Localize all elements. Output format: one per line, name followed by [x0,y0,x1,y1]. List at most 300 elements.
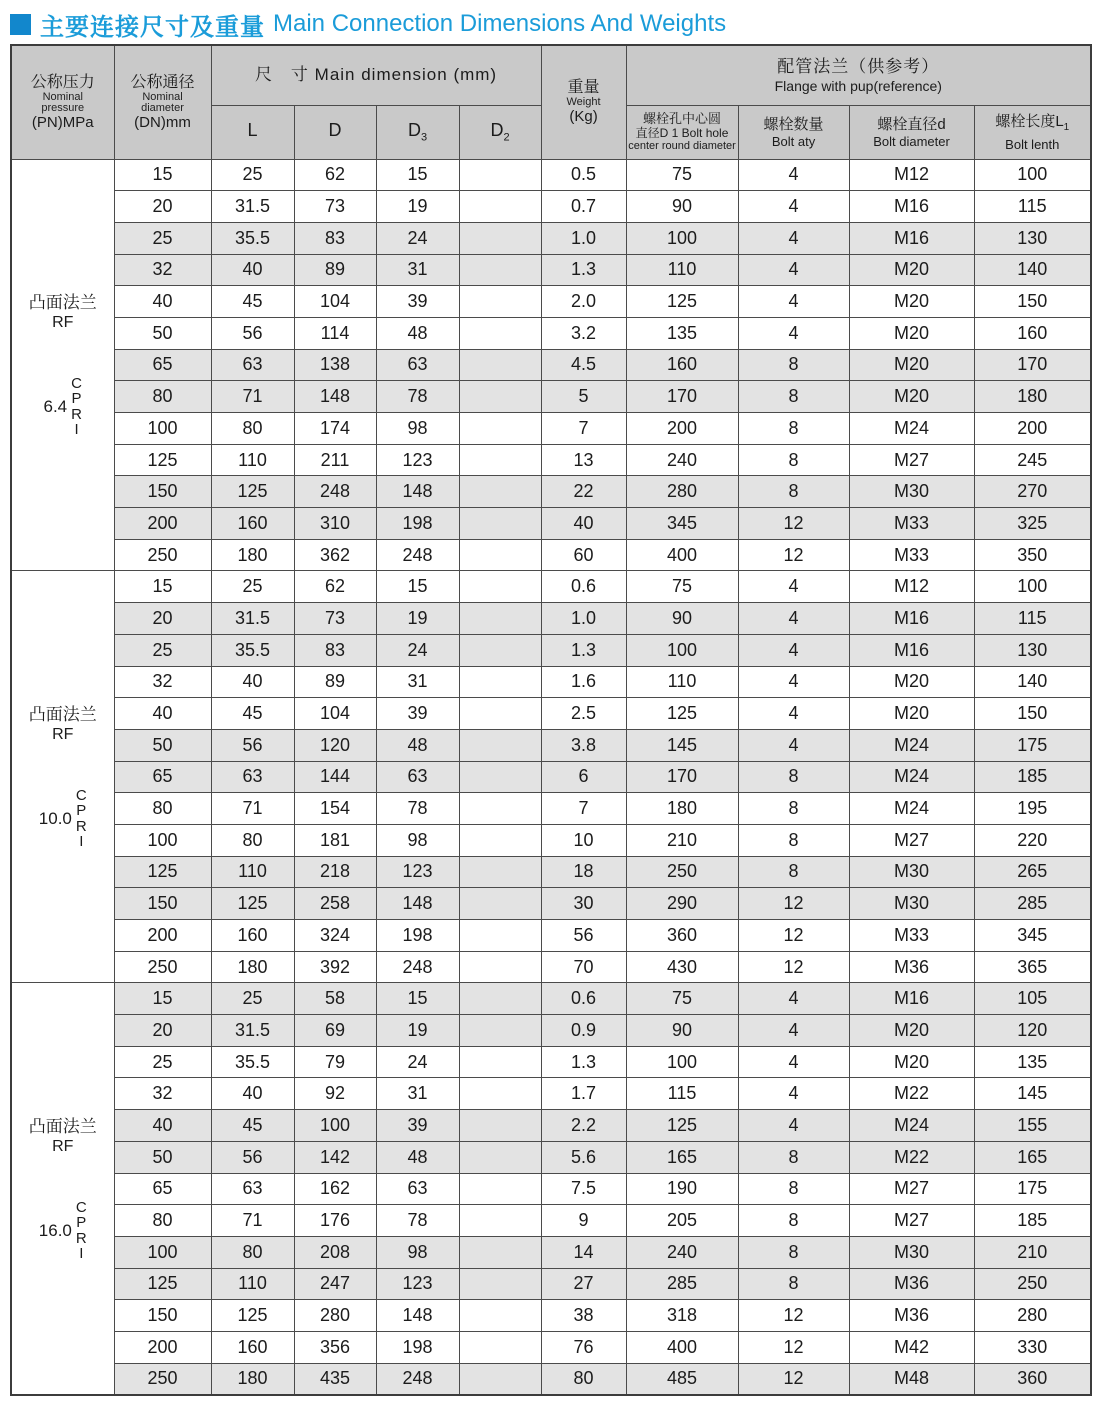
section-flange-rf: RF [52,1137,74,1155]
header-col-bolt-length [974,105,1091,159]
cell-D2 [459,159,541,191]
cell-D2 [459,508,541,540]
cell-bd: M27 [849,824,974,856]
cell-bl: 345 [974,920,1091,952]
cell-D: 120 [294,729,376,761]
cell-L: 56 [211,729,294,761]
cell-bd: M33 [849,920,974,952]
cell-bl: 155 [974,1110,1091,1142]
cell-dn: 80 [114,1205,211,1237]
table-row [11,1141,1091,1173]
cell-D3: 148 [376,1300,459,1332]
cell-d1: 180 [626,793,738,825]
cell-D3: 19 [376,191,459,223]
cell-L: 56 [211,1141,294,1173]
cell-L: 110 [211,1268,294,1300]
cell-d1: 110 [626,666,738,698]
cell-D: 73 [294,191,376,223]
cell-D: 356 [294,1331,376,1363]
cell-bl: 105 [974,983,1091,1015]
cell-dn: 20 [114,191,211,223]
cell-L: 160 [211,920,294,952]
cell-dn: 50 [114,317,211,349]
cell-D3: 198 [376,920,459,952]
cell-L: 63 [211,1173,294,1205]
section-flange-type: 凸面法兰 [28,704,97,724]
cell-d1: 360 [626,920,738,952]
cell-w: 1.0 [541,222,626,254]
cell-L: 180 [211,539,294,571]
cell-D3: 48 [376,729,459,761]
table-row [11,1205,1091,1237]
cell-w: 56 [541,920,626,952]
cell-qty: 4 [738,634,849,666]
table-row [11,381,1091,413]
table-row [11,666,1091,698]
cell-w: 7 [541,793,626,825]
cell-D: 435 [294,1363,376,1395]
cell-bl: 150 [974,698,1091,730]
cell-L: 35.5 [211,634,294,666]
cell-dn: 25 [114,222,211,254]
cell-bl: 185 [974,761,1091,793]
header-diameter-en2: diameter [141,101,184,114]
cell-D3: 19 [376,1015,459,1047]
cell-D3: 15 [376,571,459,603]
cell-qty: 8 [738,444,849,476]
cell-D3: 78 [376,381,459,413]
cell-D3: 198 [376,1331,459,1363]
table-row [11,1078,1091,1110]
cell-qty: 4 [738,603,849,635]
cell-bd: M16 [849,983,974,1015]
table-row [11,793,1091,825]
cell-D3: 63 [376,349,459,381]
cell-L: 31.5 [211,191,294,223]
cell-L: 160 [211,1331,294,1363]
cell-dn: 25 [114,634,211,666]
cell-qty: 4 [738,222,849,254]
cell-qty: 12 [738,1363,849,1395]
cell-dn: 15 [114,571,211,603]
cell-dn: 250 [114,1363,211,1395]
cell-D3: 39 [376,698,459,730]
table-row [11,1173,1091,1205]
cell-dn: 65 [114,1173,211,1205]
cell-D2 [459,444,541,476]
header-nominal-pressure [11,45,114,159]
page-title-zh: 主要连接尺寸及重量 [40,13,265,41]
cell-D2 [459,539,541,571]
header-flange-group-en: Flange with pup(reference) [774,78,942,95]
cell-bl: 115 [974,603,1091,635]
table-row [11,698,1091,730]
cell-D3: 198 [376,508,459,540]
cell-D3: 248 [376,539,459,571]
cell-D: 258 [294,888,376,920]
cell-d1: 90 [626,603,738,635]
cell-d1: 125 [626,286,738,318]
cell-dn: 200 [114,508,211,540]
cell-D3: 24 [376,1046,459,1078]
cell-D3: 63 [376,1173,459,1205]
cell-bl: 325 [974,508,1091,540]
cell-w: 30 [541,888,626,920]
header-col-bolt-qty [738,105,849,159]
cell-qty: 12 [738,1300,849,1332]
cell-D2 [459,413,541,445]
header-weight-en1: Weight [566,96,601,109]
header-col-bolt-diameter [849,105,974,159]
cell-D2 [459,571,541,603]
cell-D3: 78 [376,793,459,825]
header-pressure-en3: (PN)MPa [31,113,94,131]
cell-D: 148 [294,381,376,413]
cell-qty: 8 [738,1205,849,1237]
cell-d1: 170 [626,381,738,413]
cell-bd: M36 [849,951,974,983]
cell-qty: 8 [738,824,849,856]
cell-L: 125 [211,1300,294,1332]
cell-dn: 65 [114,761,211,793]
table-row [11,729,1091,761]
cell-D2 [459,1078,541,1110]
section-label [11,159,114,571]
table-row [11,1363,1091,1395]
cell-dn: 250 [114,951,211,983]
cell-bl: 120 [974,1015,1091,1047]
cell-w: 3.2 [541,317,626,349]
cell-bl: 135 [974,1046,1091,1078]
cell-d1: 290 [626,888,738,920]
cell-d1: 280 [626,476,738,508]
cell-qty: 8 [738,349,849,381]
cell-L: 56 [211,317,294,349]
cell-D2 [459,317,541,349]
cell-dn: 80 [114,381,211,413]
cell-dn: 125 [114,1268,211,1300]
header-pressure-en1: Nominal [42,90,83,103]
cell-d1: 400 [626,1331,738,1363]
table-row [11,1300,1091,1332]
cell-D: 181 [294,824,376,856]
cell-bl: 350 [974,539,1091,571]
cell-D3: 248 [376,951,459,983]
cell-w: 7.5 [541,1173,626,1205]
cell-bl: 170 [974,349,1091,381]
table-row [11,413,1091,445]
cell-qty: 8 [738,1173,849,1205]
cell-D2 [459,634,541,666]
cell-D3: 98 [376,1236,459,1268]
cell-dn: 15 [114,983,211,1015]
cell-D3: 123 [376,856,459,888]
cell-bl: 100 [974,571,1091,603]
section-flange-type: 凸面法兰 [28,292,97,312]
cell-w: 40 [541,508,626,540]
cell-w: 13 [541,444,626,476]
page-title [10,6,1090,42]
cell-qty: 12 [738,888,849,920]
cell-D3: 78 [376,1205,459,1237]
cell-w: 2.5 [541,698,626,730]
cell-dn: 20 [114,1015,211,1047]
cell-d1: 200 [626,413,738,445]
cell-d1: 90 [626,1015,738,1047]
cell-D: 154 [294,793,376,825]
cell-d1: 75 [626,159,738,191]
section-pn-value: 6.4 [43,396,68,416]
cell-D: 114 [294,317,376,349]
cell-qty: 4 [738,983,849,1015]
cell-dn: 100 [114,824,211,856]
cell-w: 6 [541,761,626,793]
cell-w: 9 [541,1205,626,1237]
cell-L: 71 [211,1205,294,1237]
bolt-circle-l2: 直径D 1 Bolt hole [635,126,729,140]
cell-w: 1.6 [541,666,626,698]
cell-bd: M30 [849,888,974,920]
cell-L: 45 [211,1110,294,1142]
cell-D2 [459,381,541,413]
cell-qty: 8 [738,1141,849,1173]
cell-d1: 190 [626,1173,738,1205]
cell-w: 1.3 [541,634,626,666]
header-pressure-zh: 公称压力 [30,73,95,91]
section-flange-rf: RF [52,313,74,331]
cell-bd: M27 [849,1205,974,1237]
section-cpri-label: C P R I [71,374,82,439]
cell-bd: M24 [849,793,974,825]
cell-L: 45 [211,698,294,730]
cell-D3: 248 [376,1363,459,1395]
cell-bl: 175 [974,1173,1091,1205]
cell-qty: 4 [738,571,849,603]
cell-qty: 8 [738,761,849,793]
cell-d1: 345 [626,508,738,540]
cell-bd: M24 [849,1110,974,1142]
cell-qty: 8 [738,1268,849,1300]
cell-D3: 15 [376,159,459,191]
bolt-qty-zh: 螺栓数量 [763,116,824,133]
header-col-L: L [211,105,294,159]
cell-qty: 4 [738,1015,849,1047]
header-diameter-zh: 公称通径 [130,73,195,91]
cell-D: 104 [294,698,376,730]
cell-w: 27 [541,1268,626,1300]
cell-bl: 140 [974,254,1091,286]
cell-d1: 285 [626,1268,738,1300]
cell-D: 211 [294,444,376,476]
cell-dn: 65 [114,349,211,381]
cell-D: 92 [294,1078,376,1110]
bolt-circle-l3: center round diameter [628,140,736,152]
cell-bd: M42 [849,1331,974,1363]
cell-dn: 250 [114,539,211,571]
cell-bl: 100 [974,159,1091,191]
cell-w: 0.9 [541,1015,626,1047]
cell-bd: M20 [849,666,974,698]
cell-bd: M33 [849,539,974,571]
cell-D: 62 [294,159,376,191]
cell-bd: M27 [849,1173,974,1205]
table-row [11,603,1091,635]
header-flange-group-zh: 配管法兰（供参考） [777,57,940,77]
cell-bl: 245 [974,444,1091,476]
cell-D: 69 [294,1015,376,1047]
table-row [11,191,1091,223]
cell-D2 [459,476,541,508]
cell-bd: M20 [849,286,974,318]
cell-w: 10 [541,824,626,856]
cell-L: 160 [211,508,294,540]
cell-bd: M24 [849,413,974,445]
cell-D3: 15 [376,983,459,1015]
cell-bl: 145 [974,1078,1091,1110]
cell-L: 63 [211,761,294,793]
cell-w: 38 [541,1300,626,1332]
cell-dn: 32 [114,1078,211,1110]
cell-dn: 20 [114,603,211,635]
cell-d1: 75 [626,571,738,603]
table-row [11,539,1091,571]
cell-bl: 160 [974,317,1091,349]
cell-D: 89 [294,666,376,698]
cell-d1: 100 [626,222,738,254]
cell-w: 0.7 [541,191,626,223]
cell-bl: 195 [974,793,1091,825]
cell-bd: M16 [849,191,974,223]
cell-bd: M20 [849,1015,974,1047]
cell-bl: 285 [974,888,1091,920]
cell-D: 142 [294,1141,376,1173]
cell-d1: 90 [626,191,738,223]
cell-D3: 123 [376,444,459,476]
cell-bd: M20 [849,381,974,413]
cell-dn: 32 [114,254,211,286]
header-weight [541,45,626,159]
section-cpri-label: C P R I [75,1198,87,1263]
cell-qty: 4 [738,317,849,349]
table-row [11,920,1091,952]
cell-D3: 48 [376,317,459,349]
cell-d1: 430 [626,951,738,983]
section-flange-rf: RF [52,725,74,743]
header-col-D2: $D_2$ [459,105,541,159]
cell-D3: 24 [376,634,459,666]
cell-qty: 12 [738,920,849,952]
cell-D2 [459,191,541,223]
cell-w: 5.6 [541,1141,626,1173]
cell-bl: 185 [974,1205,1091,1237]
cell-bl: 115 [974,191,1091,223]
cell-D2 [459,1331,541,1363]
table-row [11,1268,1091,1300]
cell-L: 63 [211,349,294,381]
cell-dn: 125 [114,856,211,888]
cell-D2 [459,698,541,730]
cell-w: 0.5 [541,159,626,191]
cell-dn: 40 [114,1110,211,1142]
cell-D2 [459,666,541,698]
table-row [11,476,1091,508]
cell-w: 22 [541,476,626,508]
cell-D3: 48 [376,1141,459,1173]
table-row [11,1046,1091,1078]
cell-D3: 39 [376,286,459,318]
cell-D2 [459,729,541,761]
cell-d1: 160 [626,349,738,381]
cell-dn: 25 [114,1046,211,1078]
cell-dn: 40 [114,286,211,318]
cell-D: 83 [294,222,376,254]
cell-D2 [459,349,541,381]
cell-qty: 8 [738,413,849,445]
cell-L: 125 [211,888,294,920]
cell-D3: 98 [376,824,459,856]
dimensions-weights-table [10,44,1092,1396]
cell-bd: M16 [849,634,974,666]
cell-D2 [459,1046,541,1078]
cell-w: 2.2 [541,1110,626,1142]
cell-bd: M20 [849,317,974,349]
cell-L: 180 [211,1363,294,1395]
table-row [11,1331,1091,1363]
cell-D2 [459,1236,541,1268]
cell-d1: 145 [626,729,738,761]
cell-D: 176 [294,1205,376,1237]
table-row [11,983,1091,1015]
cell-bd: M22 [849,1078,974,1110]
cell-bl: 165 [974,1141,1091,1173]
cell-D2 [459,286,541,318]
section-pn-value: 16.0 [38,1220,72,1240]
cell-D2 [459,1205,541,1237]
cell-L: 40 [211,666,294,698]
cell-D: 362 [294,539,376,571]
cell-D: 144 [294,761,376,793]
cell-qty: 8 [738,1236,849,1268]
cell-L: 25 [211,571,294,603]
cell-qty: 4 [738,1046,849,1078]
cell-D: 310 [294,508,376,540]
cell-qty: 4 [738,729,849,761]
cell-D2 [459,1363,541,1395]
cell-d1: 485 [626,1363,738,1395]
cell-D3: 123 [376,1268,459,1300]
table-row [11,761,1091,793]
cell-d1: 125 [626,1110,738,1142]
table-row [11,159,1091,191]
cell-w: 1.3 [541,1046,626,1078]
cell-D2 [459,824,541,856]
cell-d1: 75 [626,983,738,1015]
table-row [11,888,1091,920]
header-nominal-diameter [114,45,211,159]
cell-dn: 100 [114,413,211,445]
cell-bl: 200 [974,413,1091,445]
cell-d1: 100 [626,1046,738,1078]
cell-dn: 150 [114,476,211,508]
cell-D2 [459,1110,541,1142]
cell-bd: M30 [849,856,974,888]
cell-D3: 19 [376,603,459,635]
table-row [11,856,1091,888]
cell-w: 60 [541,539,626,571]
cell-D3: 148 [376,476,459,508]
cell-bd: M12 [849,571,974,603]
cell-qty: 4 [738,698,849,730]
